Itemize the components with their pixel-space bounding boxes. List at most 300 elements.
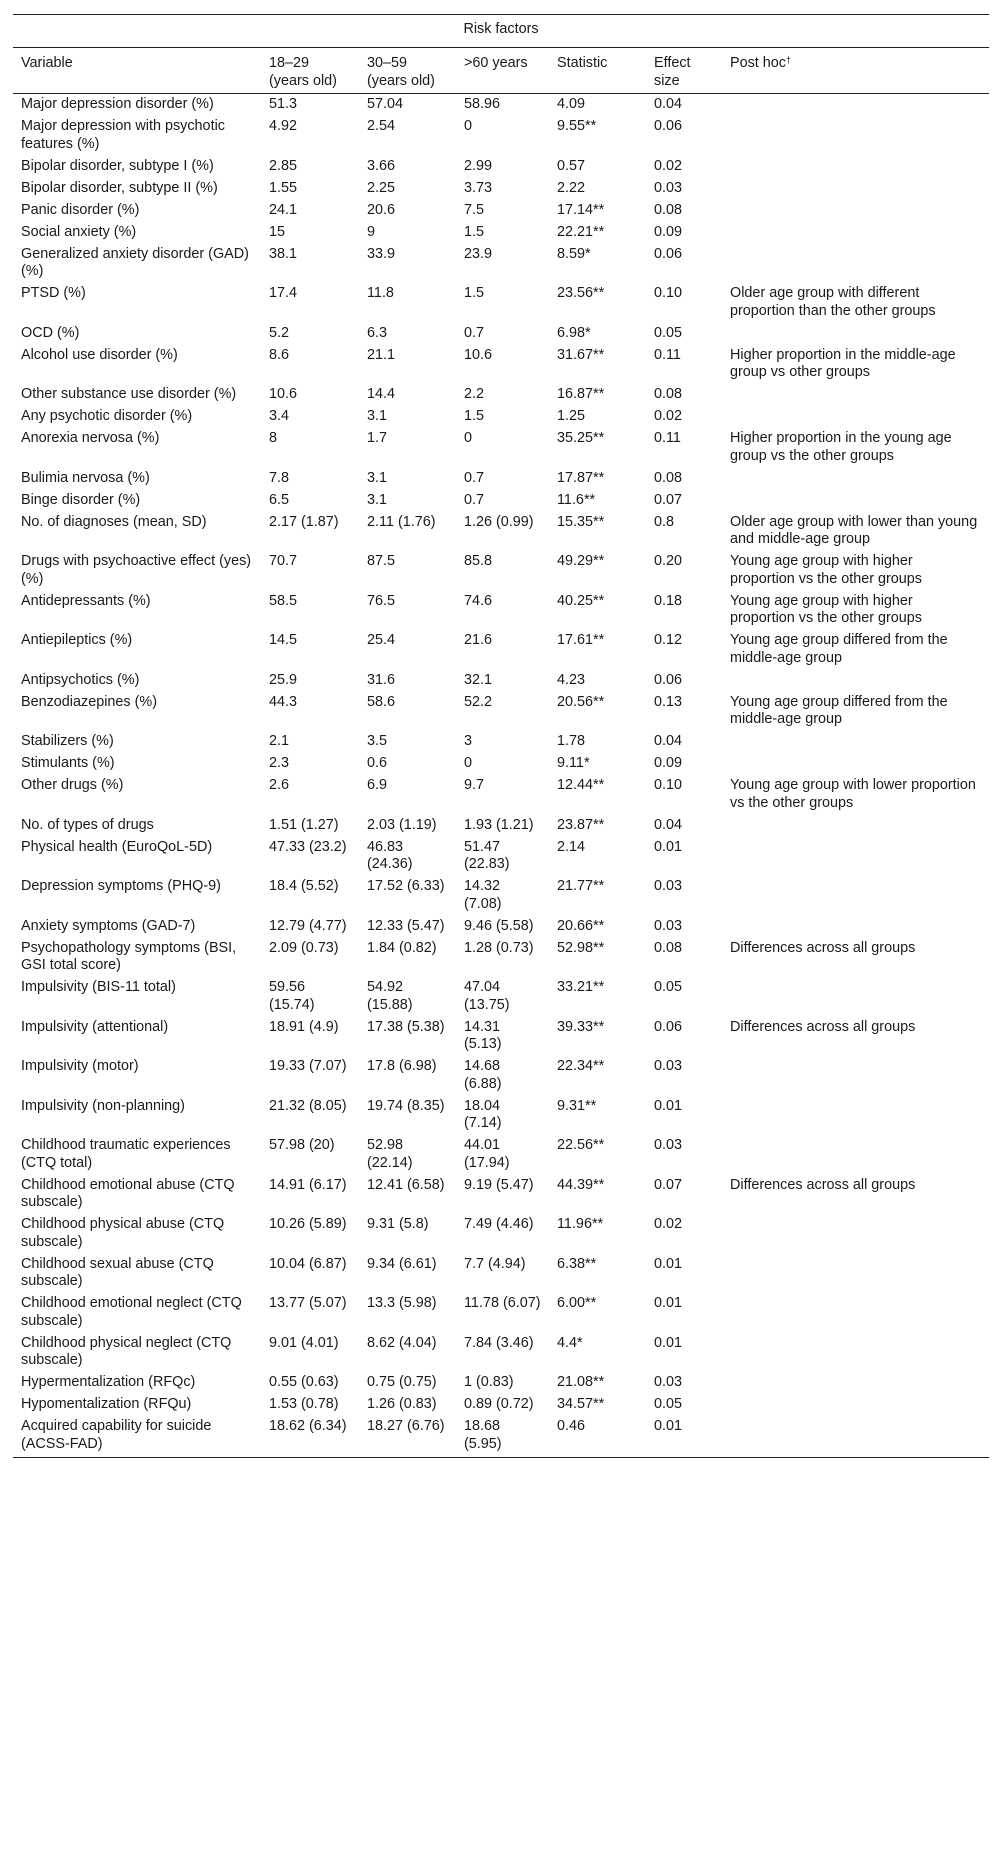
cell-age-18-29: 47.33 (23.2)	[269, 838, 347, 855]
cell-age-60-plus: 0	[464, 755, 473, 771]
cell-statistic: 21.77**	[557, 878, 605, 894]
cell-variable: Bulimia nervosa (%)	[21, 469, 150, 486]
cell-age-18-29: 13.77 (5.07)	[269, 1295, 347, 1311]
cell-age-18-29: 18.4 (5.52)	[269, 878, 339, 894]
header-variable: Variable	[13, 48, 261, 94]
cell-variable: OCD (%)	[21, 324, 80, 341]
table-row	[13, 94, 989, 117]
cell-post-hoc: Higher proportion in the middle-age group vs other groups	[730, 346, 956, 380]
table-row	[13, 428, 989, 468]
cell-statistic: 33.21**	[557, 979, 605, 995]
table-body	[13, 94, 989, 1458]
cell-age-30-59: 1.7	[367, 430, 388, 446]
cell-variable: Bipolar disorder, subtype II (%)	[21, 179, 218, 196]
cell-age-30-59: 25.4	[367, 632, 396, 648]
cell-age-30-59: 2.03 (1.19)	[367, 816, 437, 833]
cell-age-30-59: 46.83 (24.36)	[367, 838, 413, 872]
cell-age-60-plus: 2.99	[464, 157, 493, 174]
cell-variable: Depression symptoms (PHQ-9)	[21, 878, 221, 894]
cell-post-hoc: Young age group differed from the middle-age group	[730, 632, 948, 666]
cell-age-60-plus: 23.9	[464, 245, 493, 262]
cell-age-18-29: 17.4	[269, 285, 298, 301]
cell-variable: Bipolar disorder, subtype I (%)	[21, 157, 214, 174]
table-row	[13, 1293, 989, 1333]
cell-statistic: 4.23	[557, 671, 586, 688]
cell-age-60-plus: 47.04 (13.75)	[464, 979, 510, 1013]
cell-age-30-59: 12.33 (5.47)	[367, 917, 445, 934]
cell-age-30-59: 3.1	[367, 469, 388, 486]
cell-age-30-59: 17.38 (5.38)	[367, 1018, 445, 1035]
cell-age-18-29: 2.3	[269, 755, 290, 771]
cell-age-30-59: 3.66	[367, 157, 396, 174]
table-row	[13, 692, 989, 732]
cell-statistic: 49.29**	[557, 553, 605, 569]
cell-statistic: 0.57	[557, 157, 586, 174]
cell-variable: Antiepileptics (%)	[21, 632, 133, 648]
cell-effect-size: 0.02	[654, 408, 683, 424]
table-row	[13, 468, 989, 490]
cell-age-18-29: 10.26 (5.89)	[269, 1216, 347, 1232]
cell-statistic: 34.57**	[557, 1396, 605, 1412]
cell-statistic: 4.09	[557, 96, 586, 112]
cell-post-hoc	[722, 670, 989, 692]
cell-age-30-59: 31.6	[367, 671, 396, 688]
cell-age-18-29: 19.33 (7.07)	[269, 1058, 347, 1074]
cell-statistic: 6.98*	[557, 324, 591, 341]
cell-age-60-plus: 9.19 (5.47)	[464, 1176, 534, 1193]
cell-age-18-29: 2.09 (0.73)	[269, 939, 339, 956]
cell-age-18-29: 57.98 (20)	[269, 1137, 335, 1153]
cell-age-30-59: 0.75 (0.75)	[367, 1374, 437, 1390]
cell-effect-size: 0.08	[654, 939, 683, 956]
cell-post-hoc: Older age group with lower than young and middle-age group	[730, 513, 978, 547]
cell-statistic: 20.66**	[557, 917, 605, 934]
cell-post-hoc	[722, 1135, 989, 1175]
cell-post-hoc	[722, 222, 989, 244]
cell-post-hoc	[722, 156, 989, 178]
cell-age-60-plus: 3.73	[464, 179, 493, 196]
cell-age-60-plus: 3	[464, 733, 473, 749]
cell-age-18-29: 44.3	[269, 693, 298, 710]
cell-statistic: 2.14	[557, 838, 586, 855]
cell-effect-size: 0.09	[654, 755, 683, 771]
cell-variable: Major depression with psychotic features (%)	[21, 118, 225, 152]
cell-statistic: 8.59*	[557, 245, 591, 262]
cell-effect-size: 0.10	[654, 285, 683, 301]
cell-statistic: 0.46	[549, 1416, 646, 1458]
cell-statistic: 12.44**	[557, 777, 605, 793]
cell-effect-size: 0.8	[654, 513, 675, 530]
table-row	[13, 178, 989, 200]
cell-variable: Impulsivity (attentional)	[21, 1018, 169, 1035]
table-row	[13, 591, 989, 631]
cell-age-60-plus: 9.7	[464, 777, 485, 793]
cell-statistic: 23.56**	[557, 285, 605, 301]
cell-age-18-29: 14.91 (6.17)	[269, 1176, 347, 1193]
cell-age-30-59: 54.92 (15.88)	[367, 979, 413, 1013]
cell-statistic: 52.98**	[557, 939, 605, 956]
cell-age-60-plus: 9.46 (5.58)	[464, 917, 534, 934]
cell-age-18-29: 5.2	[269, 324, 290, 341]
cell-age-30-59: 21.1	[367, 346, 396, 363]
cell-post-hoc	[722, 323, 989, 345]
cell-age-60-plus: 7.49 (4.46)	[464, 1216, 534, 1232]
cell-effect-size: 0.01	[654, 1334, 683, 1351]
cell-age-30-59: 9.34 (6.61)	[367, 1255, 437, 1272]
table-row	[13, 731, 989, 753]
cell-age-18-29: 38.1	[269, 245, 298, 262]
cell-effect-size: 0.13	[654, 693, 683, 710]
cell-effect-size: 0.11	[654, 430, 681, 446]
cell-age-18-29: 4.92	[269, 118, 298, 134]
cell-statistic: 15.35**	[557, 513, 605, 530]
cell-post-hoc	[722, 1372, 989, 1394]
cell-effect-size: 0.06	[654, 671, 683, 688]
cell-statistic: 4.4*	[557, 1334, 583, 1351]
cell-age-30-59: 57.04	[367, 96, 404, 112]
cell-effect-size: 0.06	[654, 118, 683, 134]
cell-variable: Childhood emotional abuse (CTQ subscale)	[21, 1176, 235, 1210]
table-row	[13, 384, 989, 406]
cell-age-60-plus: 1.28 (0.73)	[464, 939, 534, 956]
cell-age-30-59: 3.1	[367, 491, 388, 508]
cell-age-30-59: 17.52 (6.33)	[367, 878, 445, 894]
table-row	[13, 1017, 989, 1057]
table-row	[13, 406, 989, 428]
cell-post-hoc: Young age group with lower proportion vs the other groups	[730, 777, 976, 811]
table-row	[13, 323, 989, 345]
cell-age-60-plus: 21.6	[464, 632, 493, 648]
cell-effect-size: 0.01	[654, 1097, 683, 1114]
cell-post-hoc: Differences across all groups	[730, 1018, 916, 1035]
cell-post-hoc	[722, 753, 989, 775]
cell-post-hoc	[722, 1096, 989, 1136]
cell-post-hoc	[722, 1254, 989, 1294]
header-effect-size: Effect size	[646, 48, 722, 94]
cell-effect-size: 0.11	[654, 346, 681, 363]
cell-variable: No. of types of drugs	[21, 816, 154, 833]
cell-post-hoc	[722, 1214, 989, 1254]
cell-variable: Other drugs (%)	[21, 777, 124, 793]
header-age-30-59: 30–59 (years old)	[359, 48, 456, 94]
cell-effect-size: 0.02	[654, 157, 683, 174]
table-row	[13, 916, 989, 938]
cell-variable: Drugs with psychoactive effect (yes) (%)	[21, 553, 252, 587]
cell-variable: Physical health (EuroQoL-5D)	[21, 838, 213, 855]
cell-post-hoc	[722, 200, 989, 222]
cell-age-30-59: 11.8	[367, 285, 394, 301]
cell-age-60-plus: 1.5	[464, 223, 485, 240]
cell-age-60-plus: 44.01 (17.94)	[464, 1137, 510, 1171]
cell-effect-size: 0.03	[654, 917, 683, 934]
cell-age-60-plus: 14.68 (6.88)	[464, 1058, 502, 1092]
cell-age-60-plus: 18.04 (7.14)	[464, 1097, 502, 1131]
cell-age-30-59: 8.62 (4.04)	[367, 1334, 437, 1351]
cell-effect-size: 0.18	[654, 592, 683, 609]
cell-age-18-29: 9.01 (4.01)	[269, 1334, 339, 1351]
cell-age-30-59: 1.26 (0.83)	[367, 1396, 437, 1412]
cell-age-30-59: 17.8 (6.98)	[367, 1058, 437, 1074]
table-row	[13, 1096, 989, 1136]
cell-post-hoc	[722, 1394, 989, 1416]
cell-effect-size: 0.01	[654, 1295, 683, 1311]
table-row	[13, 1394, 989, 1416]
cell-effect-size: 0.01	[646, 1416, 722, 1458]
cell-statistic: 22.56**	[557, 1137, 605, 1153]
cell-age-30-59: 2.11 (1.76)	[367, 513, 436, 530]
cell-effect-size: 0.03	[654, 878, 683, 894]
cell-effect-size: 0.08	[654, 201, 683, 218]
cell-statistic: 16.87**	[557, 386, 605, 402]
cell-statistic: 11.6**	[557, 491, 596, 508]
cell-effect-size: 0.01	[654, 1255, 683, 1272]
cell-age-60-plus: 0.7	[464, 469, 485, 486]
cell-age-30-59: 2.54	[367, 118, 396, 134]
cell-variable: Impulsivity (non-planning)	[21, 1097, 185, 1114]
cell-variable: PTSD (%)	[21, 285, 86, 301]
cell-variable: Antidepressants (%)	[21, 592, 151, 609]
cell-effect-size: 0.07	[654, 491, 683, 508]
cell-age-60-plus: 7.84 (3.46)	[464, 1334, 534, 1351]
cell-effect-size: 0.03	[654, 1137, 683, 1153]
cell-statistic: 6.38**	[557, 1255, 597, 1272]
cell-post-hoc	[722, 731, 989, 753]
cell-age-18-29: 10.04 (6.87)	[269, 1255, 347, 1272]
cell-variable: Childhood physical abuse (CTQ subscale)	[21, 1216, 225, 1250]
cell-variable: Generalized anxiety disorder (GAD) (%)	[21, 245, 249, 279]
cell-age-18-29: 0.55 (0.63)	[269, 1374, 339, 1390]
cell-age-30-59: 13.3 (5.98)	[367, 1295, 437, 1311]
cell-statistic: 35.25**	[557, 430, 605, 446]
cell-variable: Anorexia nervosa (%)	[21, 430, 160, 446]
table-row	[13, 1416, 989, 1458]
cell-variable: Social anxiety (%)	[21, 223, 137, 240]
cell-variable: Other substance use disorder (%)	[21, 386, 237, 402]
cell-effect-size: 0.06	[654, 1018, 683, 1035]
cell-effect-size: 0.03	[654, 1374, 683, 1390]
cell-variable: Any psychotic disorder (%)	[21, 408, 193, 424]
cell-age-30-59: 52.98 (22.14)	[367, 1137, 413, 1171]
cell-variable: Childhood sexual abuse (CTQ subscale)	[21, 1255, 214, 1289]
cell-effect-size: 0.02	[654, 1216, 683, 1232]
cell-age-60-plus: 58.96	[464, 96, 501, 112]
cell-post-hoc	[722, 815, 989, 837]
header-post-hoc-label: Post hoc	[730, 55, 786, 71]
cell-age-30-59: 87.5	[367, 553, 396, 569]
cell-variable: Benzodiazepines (%)	[21, 693, 157, 710]
cell-post-hoc	[722, 178, 989, 200]
cell-statistic: 39.33**	[557, 1018, 605, 1035]
cell-effect-size: 0.03	[654, 1058, 683, 1074]
cell-statistic: 17.87**	[557, 469, 605, 486]
cell-age-60-plus: 1.93 (1.21)	[464, 816, 534, 833]
cell-statistic: 21.08**	[557, 1374, 605, 1390]
cell-variable: Alcohol use disorder (%)	[21, 346, 178, 363]
cell-statistic: 17.14**	[557, 201, 605, 218]
header-statistic: Statistic	[549, 48, 646, 94]
table-row	[13, 1175, 989, 1215]
table-caption: Risk factors	[13, 15, 989, 48]
cell-age-18-29: 2.85	[269, 157, 298, 174]
cell-post-hoc	[722, 490, 989, 512]
table-row	[13, 1333, 989, 1373]
cell-age-60-plus: 0.89 (0.72)	[464, 1396, 534, 1412]
cell-age-18-29: 8	[269, 430, 278, 446]
column-header-row	[13, 48, 989, 94]
cell-effect-size: 0.10	[654, 777, 683, 793]
cell-age-60-plus: 11.78 (6.07)	[464, 1295, 541, 1311]
cell-effect-size: 0.08	[654, 469, 683, 486]
cell-post-hoc: Young age group differed from the middle-age group	[730, 693, 948, 727]
table-row	[13, 1372, 989, 1394]
cell-effect-size: 0.01	[654, 838, 683, 855]
cell-age-18-29: 58.5	[269, 592, 298, 609]
cell-statistic: 9.11*	[557, 755, 590, 771]
cell-variable: Antipsychotics (%)	[21, 671, 140, 688]
cell-post-hoc: Differences across all groups	[730, 1176, 916, 1193]
table-row	[13, 551, 989, 591]
table-row	[13, 116, 989, 156]
cell-age-60-plus: 0	[464, 430, 473, 446]
cell-age-60-plus: 18.68 (5.95)	[456, 1416, 549, 1458]
table-row	[13, 283, 989, 323]
table-row	[13, 630, 989, 670]
cell-age-18-29: 15	[269, 223, 286, 240]
cell-statistic: 11.96**	[557, 1216, 604, 1232]
cell-post-hoc: Differences across all groups	[730, 939, 916, 956]
cell-post-hoc	[722, 116, 989, 156]
cell-statistic: 2.22	[557, 179, 586, 196]
cell-age-18-29: 10.6	[269, 386, 298, 402]
cell-statistic: 40.25**	[557, 592, 605, 609]
cell-age-60-plus: 0.7	[464, 324, 485, 341]
cell-variable: Stimulants (%)	[21, 755, 115, 771]
cell-post-hoc	[722, 244, 989, 284]
table-row	[13, 1214, 989, 1254]
table-header	[13, 15, 989, 94]
cell-variable: Psychopathology symptoms (BSI, GSI total score)	[21, 939, 237, 973]
cell-age-30-59: 3.1	[367, 408, 388, 424]
cell-post-hoc: Young age group with higher proportion vs the other groups	[730, 592, 922, 626]
table-caption-row	[13, 15, 989, 48]
cell-statistic: 9.55**	[557, 118, 597, 134]
cell-post-hoc	[722, 384, 989, 406]
table-row	[13, 775, 989, 815]
cell-age-60-plus: 14.32 (7.08)	[464, 878, 502, 912]
cell-statistic: 44.39**	[557, 1176, 605, 1193]
cell-variable: Childhood traumatic experiences (CTQ total)	[21, 1137, 231, 1171]
cell-age-60-plus: 1 (0.83)	[464, 1374, 514, 1390]
cell-post-hoc	[722, 916, 989, 938]
cell-post-hoc	[722, 94, 989, 117]
cell-effect-size: 0.05	[654, 979, 683, 995]
cell-age-18-29: 18.91 (4.9)	[269, 1018, 339, 1035]
cell-effect-size: 0.04	[654, 96, 683, 112]
cell-age-18-29: 1.53 (0.78)	[269, 1396, 339, 1412]
cell-age-18-29: 7.8	[269, 469, 290, 486]
cell-effect-size: 0.06	[654, 245, 683, 262]
cell-age-18-29: 6.5	[269, 491, 290, 508]
cell-age-30-59: 12.41 (6.58)	[367, 1176, 445, 1193]
cell-age-18-29: 8.6	[269, 346, 290, 363]
header-post-hoc	[722, 48, 989, 94]
cell-age-18-29: 2.1	[269, 733, 290, 749]
cell-age-18-29: 3.4	[269, 408, 290, 424]
cell-statistic: 1.78	[557, 733, 586, 749]
cell-effect-size: 0.12	[654, 632, 683, 648]
cell-effect-size: 0.05	[654, 1396, 683, 1412]
cell-age-60-plus: 1.26 (0.99)	[464, 513, 534, 530]
cell-post-hoc	[722, 406, 989, 428]
cell-age-18-29: 2.6	[269, 777, 290, 793]
cell-effect-size: 0.05	[654, 324, 683, 341]
cell-age-60-plus: 51.47 (22.83)	[464, 838, 510, 872]
cell-post-hoc: Higher proportion in the young age group vs the other groups	[730, 430, 952, 464]
cell-post-hoc: Older age group with different proportion than the other groups	[730, 285, 936, 319]
table-row	[13, 490, 989, 512]
cell-age-30-59: 14.4	[367, 386, 396, 402]
table-row	[13, 815, 989, 837]
table-row	[13, 156, 989, 178]
cell-age-30-59: 18.27 (6.76)	[359, 1416, 456, 1458]
cell-age-18-29: 1.51 (1.27)	[269, 816, 339, 833]
cell-age-30-59: 3.5	[367, 733, 388, 749]
cell-age-60-plus: 7.7 (4.94)	[464, 1255, 526, 1272]
cell-age-30-59: 6.3	[367, 324, 388, 341]
table-row	[13, 837, 989, 877]
cell-age-18-29: 70.7	[269, 553, 298, 569]
cell-age-30-59: 33.9	[367, 245, 396, 262]
cell-effect-size: 0.09	[654, 223, 683, 240]
cell-age-60-plus: 0	[464, 118, 473, 134]
cell-variable: No. of diagnoses (mean, SD)	[21, 513, 207, 530]
cell-age-60-plus: 2.2	[464, 386, 485, 402]
cell-age-18-29: 2.17 (1.87)	[269, 513, 339, 530]
cell-age-18-29: 1.55	[269, 179, 298, 196]
cell-age-18-29: 51.3	[269, 96, 298, 112]
cell-post-hoc	[722, 1056, 989, 1096]
table-row	[13, 977, 989, 1017]
cell-variable: Impulsivity (BIS-11 total)	[21, 979, 176, 995]
cell-age-18-29: 59.56 (15.74)	[269, 979, 315, 1013]
cell-variable: Binge disorder (%)	[21, 491, 141, 508]
cell-age-30-59: 1.84 (0.82)	[367, 939, 437, 956]
cell-post-hoc	[722, 468, 989, 490]
cell-age-30-59: 6.9	[367, 777, 388, 793]
cell-effect-size: 0.20	[654, 553, 683, 569]
cell-age-18-29: 21.32 (8.05)	[269, 1097, 347, 1114]
cell-effect-size: 0.04	[654, 733, 683, 749]
cell-age-60-plus: 1.5	[464, 408, 485, 424]
cell-age-60-plus: 1.5	[464, 285, 485, 301]
cell-statistic: 22.34**	[557, 1058, 605, 1074]
cell-age-60-plus: 7.5	[464, 201, 485, 218]
cell-age-60-plus: 74.6	[464, 592, 493, 609]
cell-effect-size: 0.03	[654, 179, 683, 196]
cell-post-hoc: Young age group with higher proportion vs the other groups	[730, 553, 922, 587]
cell-effect-size: 0.08	[654, 386, 683, 402]
cell-variable: Childhood emotional neglect (CTQ subscale)	[21, 1295, 242, 1329]
cell-age-30-59: 19.74 (8.35)	[367, 1097, 445, 1114]
cell-effect-size: 0.07	[654, 1176, 683, 1193]
risk-factors-table	[13, 14, 989, 1458]
table-row	[13, 1135, 989, 1175]
cell-age-30-59: 9.31 (5.8)	[367, 1216, 429, 1232]
cell-post-hoc	[722, 837, 989, 877]
cell-post-hoc	[722, 1416, 989, 1458]
table-row	[13, 1254, 989, 1294]
header-age-60-plus: >60 years	[456, 48, 549, 94]
